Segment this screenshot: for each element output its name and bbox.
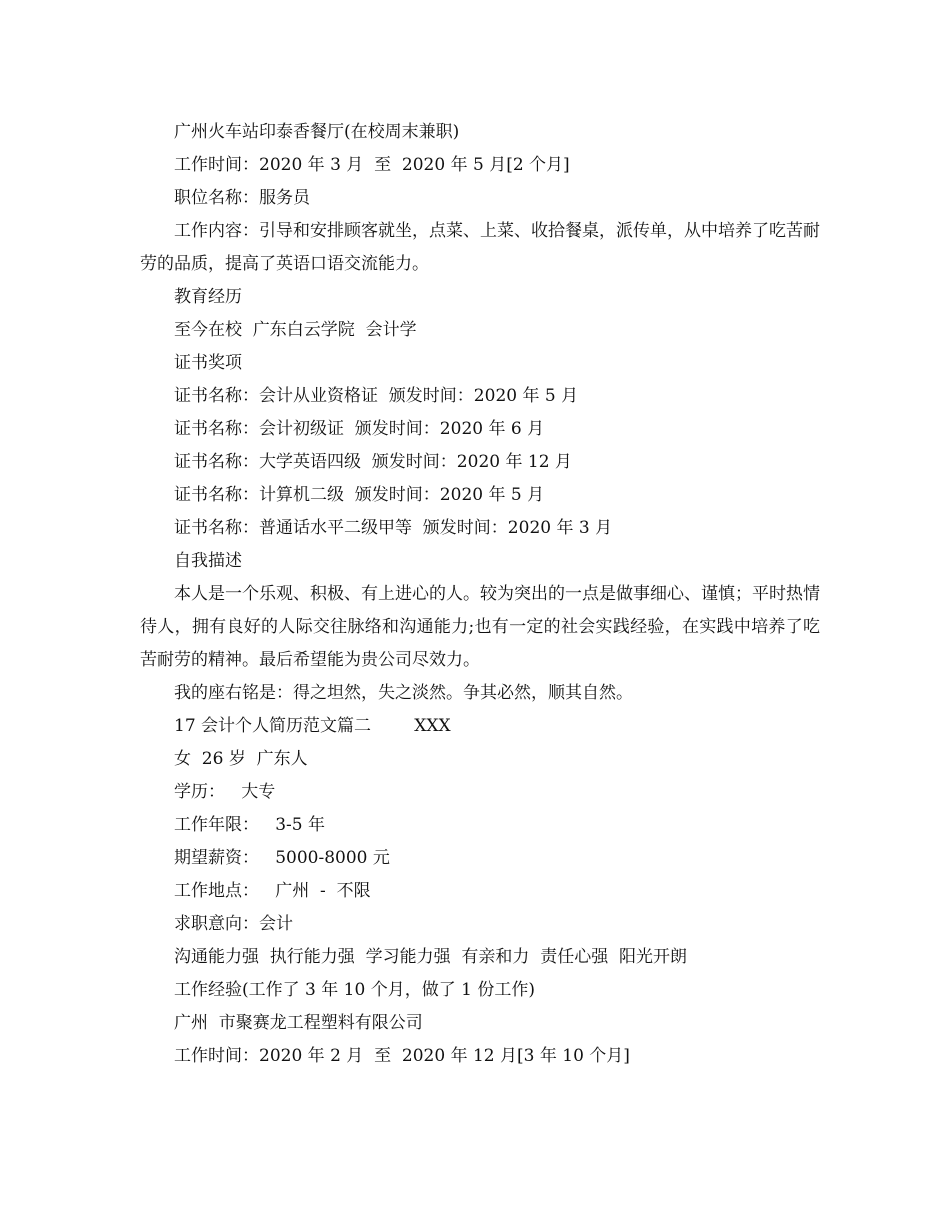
education-heading: 教育经历 (174, 287, 242, 307)
self-description-paragraph: 本人是一个乐观、积极、有上进心的人。较为突出的一点是做事细心、谨慎；平时热情待人，拥有良好的人际交往脉络和沟通能力;也有一定的社会实践经验，在实践中培养了吃苦耐劳的精神。最后希望能为贵公司尽效力。 (140, 584, 820, 670)
job-content: 工作内容：引导和安排顾客就坐，点菜、上菜、收拾餐桌，派传单，从中培养了吃苦耐劳的品质，提高了英语口语交流能力。 (140, 221, 820, 274)
job-company: 广州火车站印泰香餐厅(在校周末兼职) (174, 122, 460, 142)
certificate-item: 证书名称：会计初级证 颁发时间：2020 年 6 月 (174, 419, 545, 439)
resume2-strengths: 沟通能力强 执行能力强 学习能力强 有亲和力 责任心强 阳光开朗 (174, 947, 688, 967)
resume2-years: 工作年限： 3-5 年 (174, 815, 325, 835)
motto: 我的座右铭是：得之坦然，失之淡然。争其必然，顺其自然。 (174, 683, 633, 703)
certificate-item: 证书名称：计算机二级 颁发时间：2020 年 5 月 (174, 485, 545, 505)
resume2-work-time: 工作时间：2020 年 2 月 至 2020 年 12 月[3 年 10 个月] (174, 1046, 630, 1066)
certificate-item: 证书名称：普通话水平二级甲等 颁发时间：2020 年 3 月 (174, 518, 613, 538)
job-time: 工作时间：2020 年 3 月 至 2020 年 5 月[2 个月] (174, 155, 570, 175)
resume2-location: 工作地点： 广州 - 不限 (174, 881, 371, 901)
resume2-experience-summary: 工作经验(工作了 3 年 10 个月，做了 1 份工作) (174, 980, 535, 1000)
resume2-title: 17 会计个人简历范文篇二 XXX (174, 716, 451, 736)
certificates-heading: 证书奖项 (174, 353, 242, 373)
resume2-salary: 期望薪资： 5000-8000 元 (174, 848, 390, 868)
document-body (140, 116, 820, 1073)
certificate-item: 证书名称：会计从业资格证 颁发时间：2020 年 5 月 (174, 386, 579, 406)
job-position: 职位名称：服务员 (174, 188, 310, 208)
self-description-heading: 自我描述 (174, 551, 242, 571)
resume2-intention: 求职意向：会计 (174, 914, 293, 934)
resume2-education: 学历： 大专 (174, 782, 276, 802)
certificate-item: 证书名称：大学英语四级 颁发时间：2020 年 12 月 (174, 452, 572, 472)
education-entry: 至今在校 广东白云学院 会计学 (174, 320, 417, 340)
resume2-basic-info: 女 26 岁 广东人 (174, 749, 308, 769)
resume2-company: 广州 市聚赛龙工程塑料有限公司 (174, 1013, 423, 1033)
